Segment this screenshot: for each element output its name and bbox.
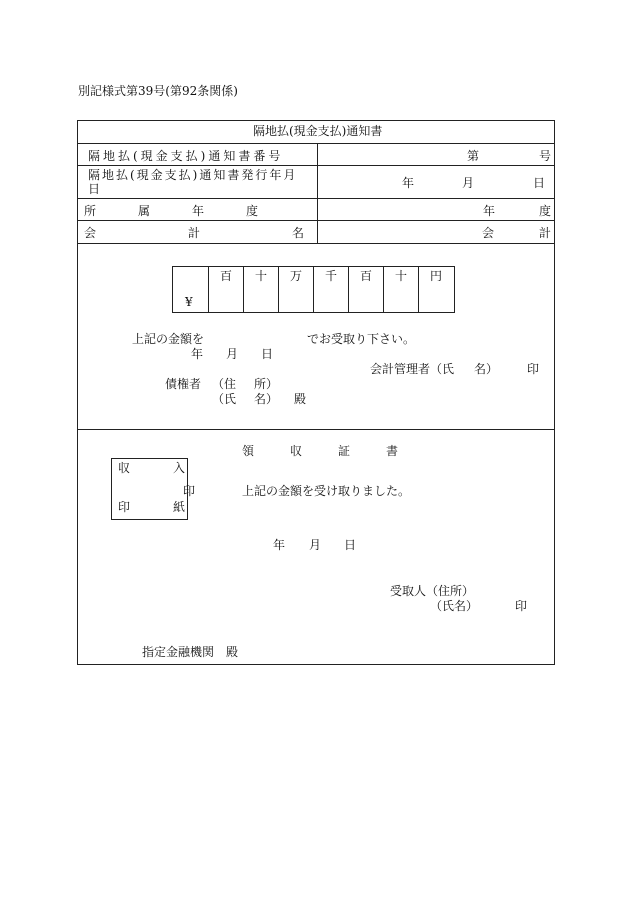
- date-year: 年: [191, 347, 204, 361]
- bank-label: 指定金融機関: [142, 645, 215, 659]
- digit-cell: 円: [418, 267, 453, 312]
- date-day: 日: [261, 347, 274, 361]
- stamp-bottom-b: 紙: [173, 500, 186, 514]
- digit-cell: 十: [243, 267, 278, 312]
- creditor-name2: 名）: [254, 392, 279, 406]
- label-text: 隔地払(現金支払)通知書発行年月日: [88, 168, 298, 196]
- affiliation-label: [84, 204, 310, 218]
- digit-cell: 万: [278, 267, 313, 312]
- manager-name: 名）: [474, 362, 499, 376]
- rule: [78, 429, 554, 430]
- bank-honorific: 殿: [226, 645, 239, 659]
- amount-grid: [172, 266, 455, 313]
- form-title: 隔地払(現金支払)通知書: [253, 124, 383, 138]
- rule: [78, 143, 554, 144]
- fiscal-year: 年: [483, 204, 496, 218]
- label-text: 隔地払(現金支払)通知書番号: [88, 149, 284, 163]
- creditor-name: （氏: [212, 392, 237, 406]
- digit-cell: 十: [383, 267, 418, 312]
- label-text: 会計名: [84, 226, 397, 240]
- rule: [78, 220, 554, 221]
- stamp-top-b: 入: [173, 461, 186, 475]
- number-prefix: 第: [467, 149, 480, 163]
- recipient-name: （氏名）: [430, 599, 479, 613]
- receive-text-b: でお受取り下さい。: [307, 332, 416, 346]
- receipt-title-char: 収: [290, 444, 303, 458]
- manager-seal: 印: [527, 362, 540, 376]
- receipt-title-char: 書: [386, 444, 399, 458]
- label-text: 所属年度: [84, 204, 301, 218]
- date-month: 月: [226, 347, 239, 361]
- account-a: 会: [482, 226, 495, 240]
- stamp-mid: 印: [183, 484, 196, 498]
- account-b: 計: [539, 226, 552, 240]
- stamp-top-a: 収: [118, 461, 131, 475]
- rule: [78, 243, 554, 244]
- receipt-title-char: 証: [338, 444, 351, 458]
- creditor-addr: （住: [212, 377, 237, 391]
- form-reference: 別記様式第39号(第92条関係): [78, 84, 238, 98]
- creditor-label: 債権者: [165, 377, 202, 391]
- receipt-title: [242, 444, 398, 458]
- rule: [78, 165, 554, 166]
- digit-cell: 百: [348, 267, 383, 312]
- recipient-address: 受取人（住所）: [390, 584, 475, 598]
- notice-form: [77, 120, 555, 665]
- accounting-label: [84, 226, 397, 240]
- stamp-bottom-a: 印: [118, 500, 131, 514]
- issue-month: 月: [462, 176, 475, 190]
- receipt-month: 月: [309, 538, 322, 552]
- received-text: 上記の金額を受け取りました。: [242, 484, 411, 498]
- issue-day: 日: [533, 176, 546, 190]
- receipt-title-char: 領: [242, 444, 255, 458]
- recipient-seal: 印: [515, 599, 528, 613]
- rule: [78, 198, 554, 199]
- issue-year: 年: [402, 176, 415, 190]
- creditor-addr2: 所）: [254, 377, 279, 391]
- notice-number-label: [88, 149, 310, 163]
- digit-cell: 千: [313, 267, 348, 312]
- receipt-day: 日: [344, 538, 357, 552]
- fiscal-suffix: 度: [539, 204, 552, 218]
- yen-sign: ¥: [185, 295, 193, 309]
- receive-text-a: 上記の金額を: [132, 332, 205, 346]
- digit-cell: 百: [208, 267, 243, 312]
- receipt-year: 年: [273, 538, 286, 552]
- manager-label: 会計管理者（氏: [370, 362, 455, 376]
- issue-date-label: [88, 168, 310, 196]
- creditor-honorific: 殿: [294, 392, 307, 406]
- number-suffix: 号: [539, 149, 552, 163]
